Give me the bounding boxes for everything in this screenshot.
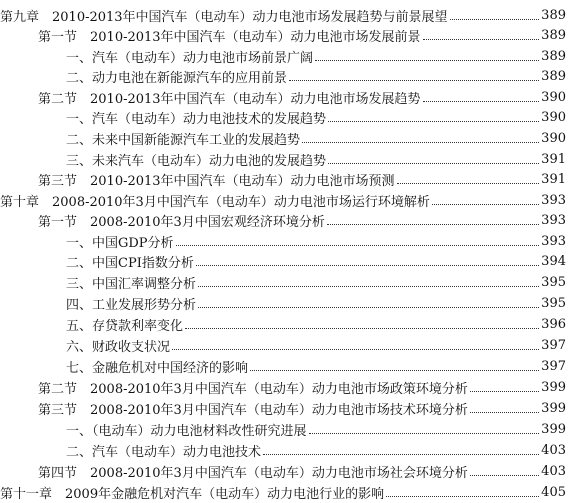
toc-page-number: 399 bbox=[541, 379, 566, 395]
toc-entry-label: 六、财政收支状况 bbox=[66, 339, 171, 355]
toc-page-number: 389 bbox=[541, 27, 566, 43]
dot-leader bbox=[423, 39, 540, 40]
toc-page-number: 399 bbox=[541, 421, 566, 437]
toc-item-10-1-5[interactable] bbox=[66, 313, 566, 335]
dot-leader bbox=[302, 142, 539, 143]
toc-page-number: 391 bbox=[541, 151, 566, 167]
dot-leader bbox=[263, 454, 539, 455]
toc-page-number: 390 bbox=[541, 130, 566, 146]
toc-page-number: 393 bbox=[541, 233, 566, 249]
toc-entry-label: 第十一章 2009年金融危机对汽车（电动车）动力电池行业的影响 bbox=[0, 486, 385, 502]
toc-section-10-3[interactable] bbox=[38, 397, 566, 419]
toc-page-number: 393 bbox=[541, 192, 566, 208]
toc-item-10-1-6[interactable] bbox=[66, 334, 566, 356]
dot-leader bbox=[328, 121, 539, 122]
dot-leader bbox=[470, 391, 539, 392]
toc-entry-label: 第二节 2010-2013年中国汽车（电动车）动力电池市场发展趋势 bbox=[38, 91, 421, 107]
dot-leader bbox=[423, 101, 540, 102]
toc-item-9-1-1[interactable] bbox=[66, 45, 566, 67]
toc-item-10-1-4[interactable] bbox=[66, 292, 566, 314]
toc-section-9-1[interactable] bbox=[38, 24, 566, 46]
toc-page-number: 389 bbox=[541, 48, 566, 64]
toc-page-number: 397 bbox=[541, 337, 566, 353]
dot-leader bbox=[450, 19, 540, 20]
toc-item-10-3-1[interactable] bbox=[66, 418, 566, 440]
dot-leader bbox=[309, 433, 540, 434]
dot-leader bbox=[386, 496, 539, 497]
toc-page-number: 395 bbox=[541, 274, 566, 290]
dot-leader bbox=[198, 307, 539, 308]
dot-leader bbox=[185, 328, 539, 329]
toc-section-9-2[interactable] bbox=[38, 86, 566, 108]
toc-item-9-2-1[interactable] bbox=[66, 106, 566, 128]
toc-chapter-11[interactable] bbox=[0, 481, 566, 503]
toc-entry-label: 第三节 2008-2010年3月中国汽车（电动车）动力电池市场技术环境分析 bbox=[38, 402, 468, 418]
dot-leader bbox=[289, 80, 539, 81]
toc-entry-label: 三、中国汇率调整分析 bbox=[66, 276, 197, 292]
toc-entry-label: 第二节 2008-2010年3月中国汽车（电动车）动力电池市场政策环境分析 bbox=[38, 381, 468, 397]
toc-item-10-1-7[interactable] bbox=[66, 355, 566, 377]
toc-entry-label: 一、（电动车）动力电池材料改性研究进展 bbox=[66, 423, 307, 439]
toc-page-number: 394 bbox=[541, 253, 566, 269]
toc-entry-label: 三、未来汽车（电动车）动力电池的发展趋势 bbox=[66, 153, 327, 169]
dot-leader bbox=[315, 60, 539, 61]
toc-page-number: 395 bbox=[541, 295, 566, 311]
dot-leader bbox=[196, 265, 539, 266]
toc-entry-label: 一、中国GDP分析 bbox=[66, 235, 174, 251]
toc-section-10-2[interactable] bbox=[38, 376, 566, 398]
toc-section-10-1[interactable] bbox=[38, 209, 566, 231]
toc-page-number: 405 bbox=[541, 484, 566, 500]
toc-entry-label: 第九章 2010-2013年中国汽车（电动车）动力电池市场发展趋势与前景展望 bbox=[0, 9, 448, 25]
toc-page-number: 390 bbox=[541, 89, 566, 105]
toc-item-10-3-2[interactable] bbox=[66, 439, 566, 461]
toc-page-number: 393 bbox=[541, 212, 566, 228]
dot-leader bbox=[327, 224, 539, 225]
toc-chapter-10[interactable] bbox=[0, 189, 566, 211]
toc-chapter-9[interactable] bbox=[0, 4, 566, 26]
toc-item-10-1-3[interactable] bbox=[66, 271, 566, 293]
toc-entry-label: 一、汽车（电动车）动力电池技术的发展趋势 bbox=[66, 111, 327, 127]
toc-page-number: 389 bbox=[541, 68, 566, 84]
toc-entry-label: 二、动力电池在新能源汽车的应用前景 bbox=[66, 70, 288, 86]
toc-page-number: 396 bbox=[541, 316, 566, 332]
toc-item-10-1-2[interactable] bbox=[66, 250, 566, 272]
toc-section-9-3[interactable] bbox=[38, 168, 566, 190]
toc-entry-label: 第一节 2010-2013年中国汽车（电动车）动力电池市场发展前景 bbox=[38, 29, 421, 45]
toc-entry-label: 二、未来中国新能源汽车工业的发展趋势 bbox=[66, 132, 301, 148]
dot-leader bbox=[328, 163, 539, 164]
toc-section-10-4[interactable] bbox=[38, 460, 566, 482]
toc-item-9-1-2[interactable] bbox=[66, 65, 566, 87]
dot-leader bbox=[198, 286, 539, 287]
dot-leader bbox=[250, 370, 539, 371]
dot-leader bbox=[172, 349, 539, 350]
dot-leader bbox=[176, 245, 540, 246]
toc-page-number: 399 bbox=[541, 400, 566, 416]
toc-item-10-1-1[interactable] bbox=[66, 230, 566, 252]
toc-entry-label: 二、汽车（电动车）动力电池技术 bbox=[66, 444, 262, 460]
dot-leader bbox=[470, 475, 539, 476]
toc-page-number: 391 bbox=[541, 171, 566, 187]
toc-entry-label: 七、金融危机对中国经济的影响 bbox=[66, 360, 249, 376]
toc-entry-label: 第三节 2010-2013年中国汽车（电动车）动力电池市场预测 bbox=[38, 173, 395, 189]
toc-page-number: 403 bbox=[541, 442, 566, 458]
toc-entry-label: 五、存贷款利率变化 bbox=[66, 318, 184, 334]
toc-entry-label: 四、工业发展形势分析 bbox=[66, 297, 197, 313]
dot-leader bbox=[397, 183, 540, 184]
toc-entry-label: 第十章 2008-2010年3月中国汽车（电动车）动力电池市场运行环境解析 bbox=[0, 194, 430, 210]
dot-leader bbox=[470, 412, 539, 413]
toc-entry-label: 第一节 2008-2010年3月中国宏观经济环境分析 bbox=[38, 214, 325, 230]
toc-page-number: 389 bbox=[541, 7, 566, 23]
toc-item-9-2-3[interactable] bbox=[66, 148, 566, 170]
toc-entry-label: 一、汽车（电动车）动力电池市场前景广阔 bbox=[66, 50, 314, 66]
toc-entry-label: 二、中国CPI指数分析 bbox=[66, 255, 194, 271]
toc-item-9-2-2[interactable] bbox=[66, 127, 566, 149]
toc-entry-label: 第四节 2008-2010年3月中国汽车（电动车）动力电池市场社会环境分析 bbox=[38, 465, 468, 481]
toc-page-number: 403 bbox=[541, 463, 566, 479]
toc-page-number: 390 bbox=[541, 109, 566, 125]
toc-page-number: 397 bbox=[541, 358, 566, 374]
dot-leader bbox=[432, 204, 539, 205]
